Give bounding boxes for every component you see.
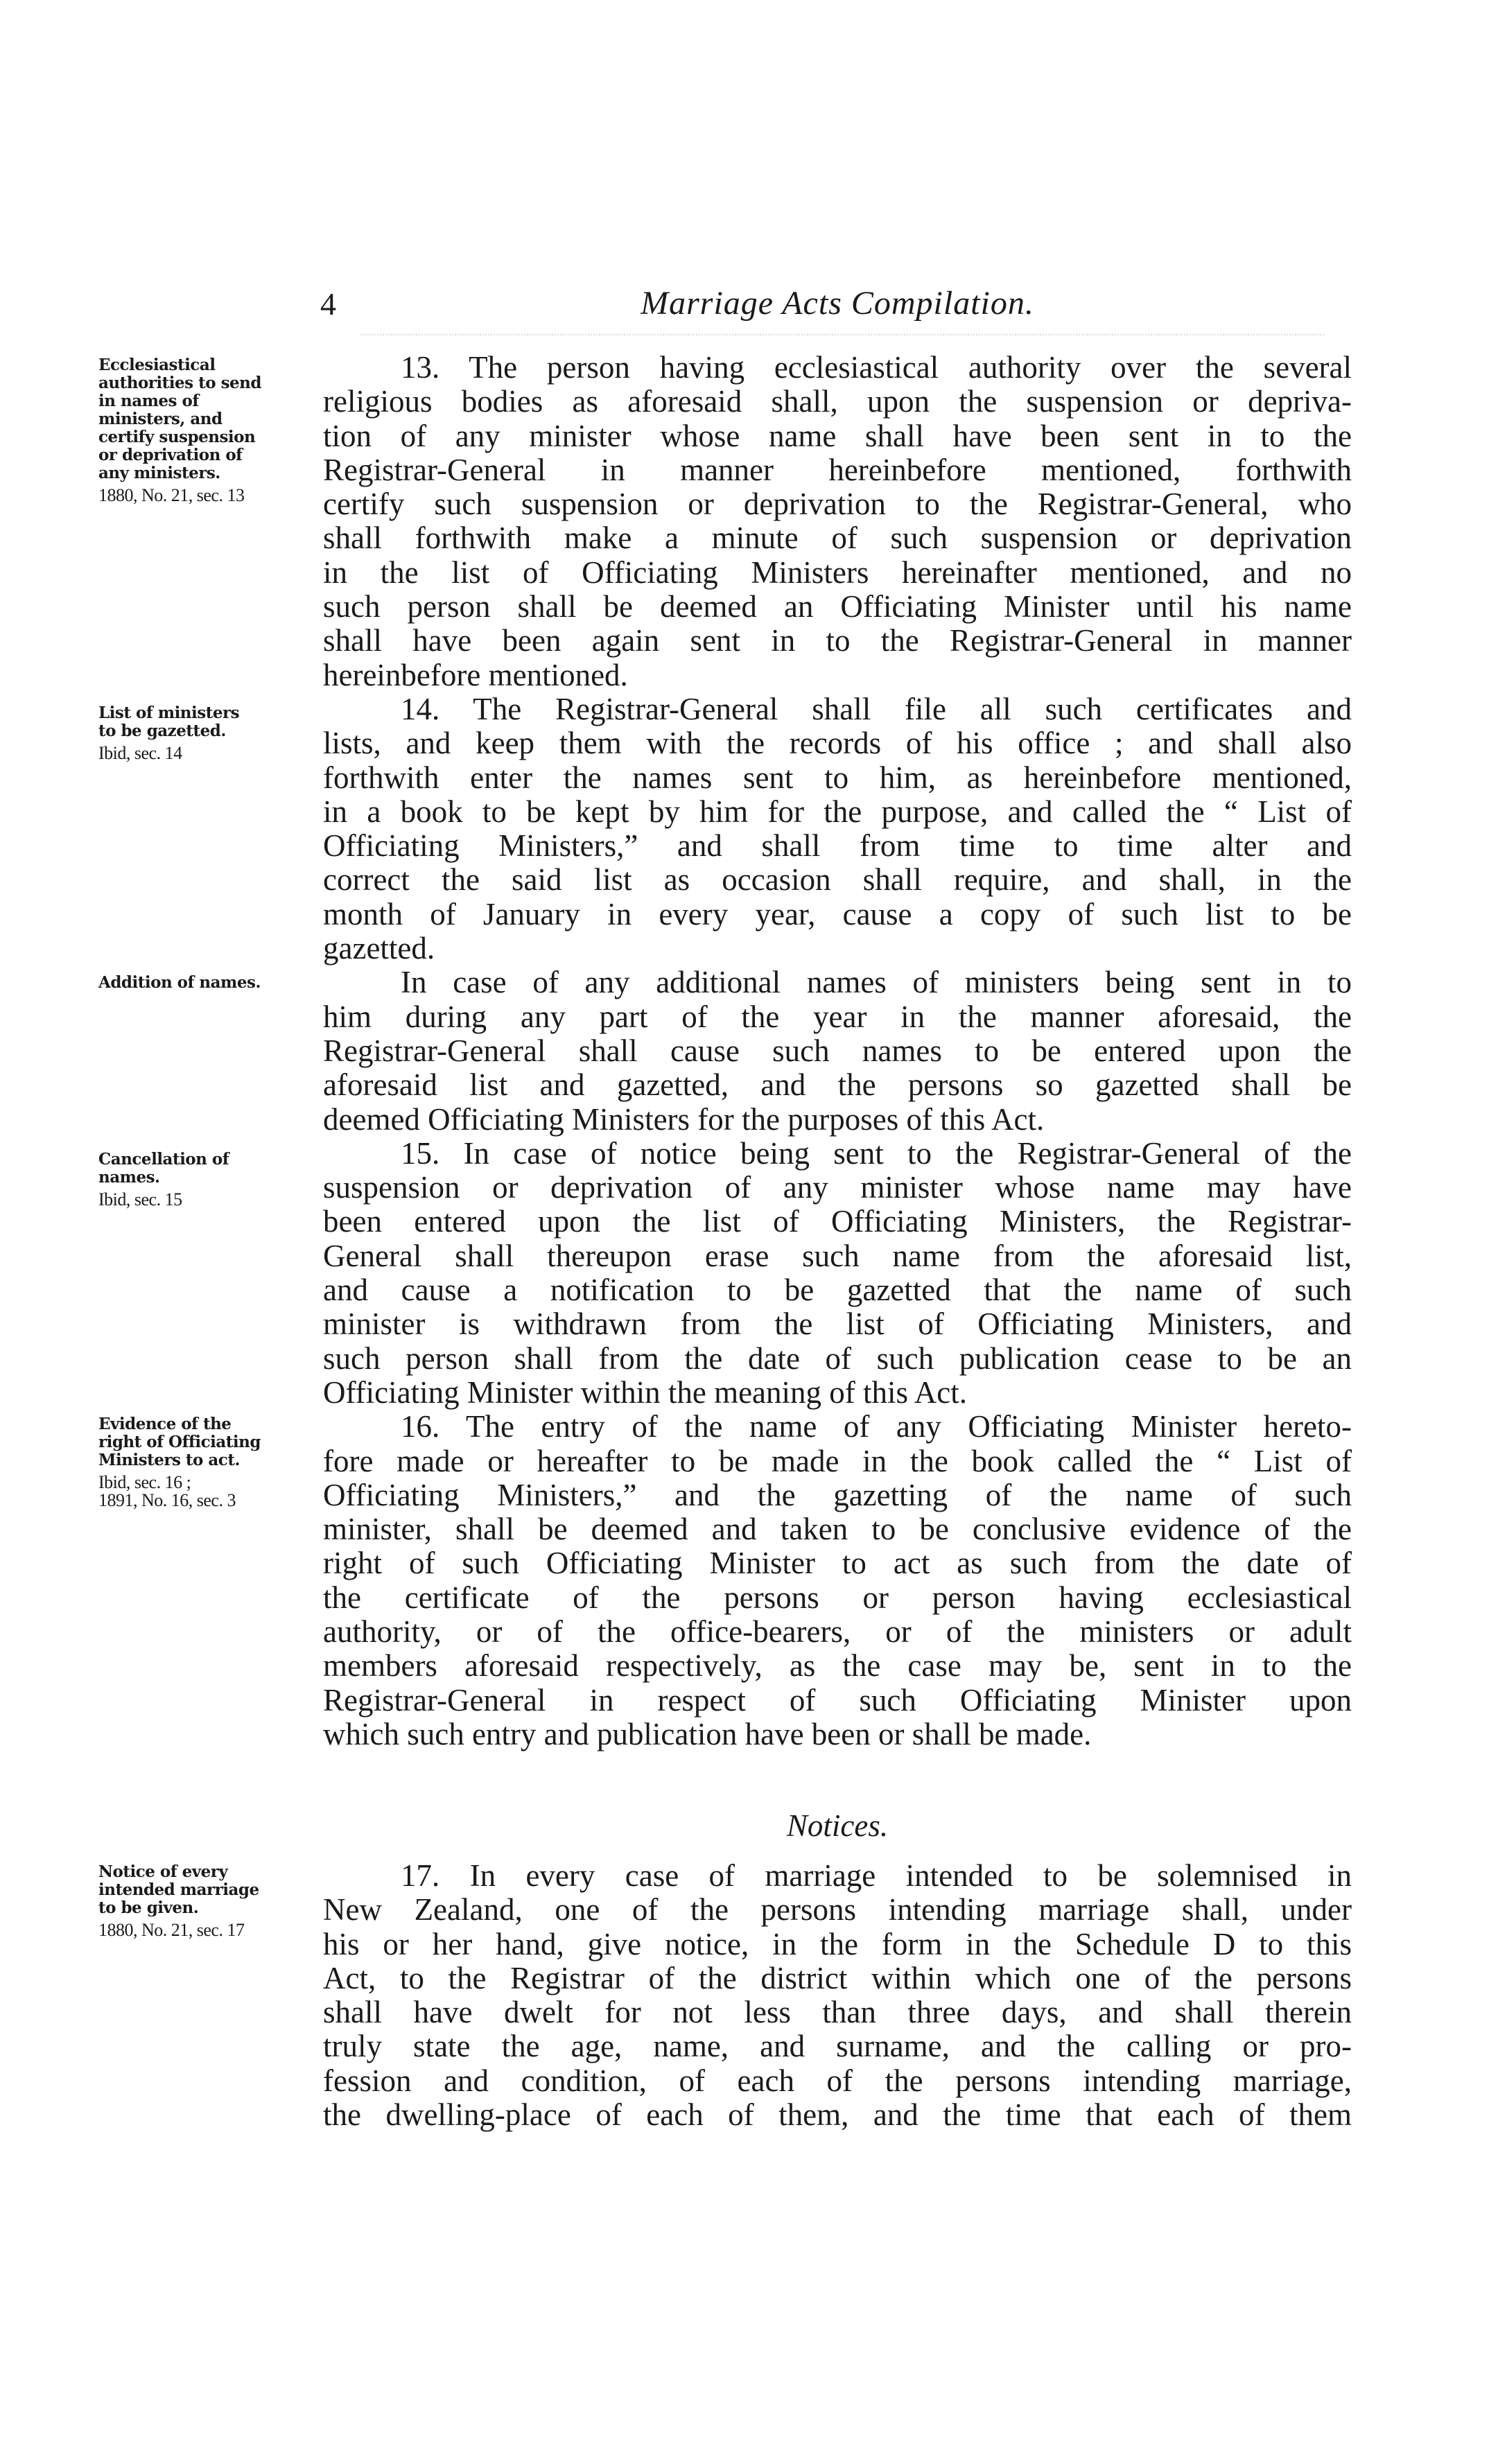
text-line: such person shall be deemed an Officiating Minister until his name: [323, 589, 1352, 624]
text-line: suspension or deprivation of any minister whose name may have: [323, 1170, 1352, 1205]
text-line: lists, and keep them with the records of his office ; and shall also: [323, 726, 1352, 761]
margin-note-title-line: Evidence of the: [98, 1415, 232, 1433]
text-line: 17. In every case of marriage intended to be solemnised in: [401, 1858, 1352, 1893]
margin-note-title-line: Ministers to act.: [98, 1451, 240, 1469]
text-line: minister is withdrawn from the list of Officiating Ministers, and: [323, 1307, 1352, 1342]
text-line: the dwelling-place of each of them, and the time that each of them: [323, 2097, 1352, 2133]
margin-note-citation: Ibid, sec. 15: [98, 1189, 182, 1209]
text-line: month of January in every year, cause a copy of such list to be: [323, 896, 1352, 932]
margin-note-title-line: Notice of every: [98, 1862, 228, 1881]
page-number: 4: [320, 286, 336, 322]
margin-note-title-line: in names of: [98, 392, 199, 410]
margin-note-title-line: right of Officiating: [98, 1433, 261, 1451]
text-line: Officiating Minister within the meaning of this Act.: [323, 1374, 968, 1410]
text-line: and cause a notification to be gazetted that the name of such: [323, 1273, 1352, 1308]
text-line: members aforesaid respectively, as the case may be, sent in to the: [323, 1648, 1352, 1684]
text-line: shall have dwelt for not less than three days, and shall therein: [323, 1995, 1352, 2030]
margin-note: [98, 704, 320, 762]
margin-note-title-line: any ministers.: [98, 464, 220, 482]
paragraph: [323, 351, 1352, 692]
text-line: shall forthwith make a minute of such suspension or deprivation: [323, 521, 1352, 556]
text-line: 14. The Registrar-General shall file all such certificates and: [401, 691, 1352, 726]
paragraph: [323, 1137, 1352, 1410]
text-line: gazetted.: [323, 931, 435, 966]
margin-note: [98, 356, 320, 505]
margin-note-title-line: authorities to send: [98, 374, 261, 392]
text-line: tion of any minister whose name shall have been sent in to the: [323, 418, 1352, 453]
margin-note: [98, 1863, 320, 1939]
text-line: in the list of Officiating Ministers hereinafter mentioned, and no: [323, 554, 1352, 590]
margin-note-title-line: or deprivation of: [98, 446, 243, 464]
section-heading: Notices.: [786, 1808, 889, 1843]
margin-note: [98, 974, 320, 992]
margin-note-title-line: to be gazetted.: [98, 722, 226, 740]
text-line: hereinbefore mentioned.: [323, 657, 628, 692]
text-line: 16. The entry of the name of any Officiating Minister hereto-: [401, 1409, 1352, 1444]
margin-note-citation: 1880, No. 21, sec. 13: [98, 485, 245, 505]
running-title: Marriage Acts Compilation.: [641, 285, 1034, 322]
text-line: religious bodies as aforesaid shall, upon the suspension or depriva-: [323, 384, 1352, 419]
paragraph: [323, 965, 1352, 1136]
text-line: fore made or hereafter to be made in the book called the “ List of: [323, 1443, 1352, 1478]
text-line: in a book to be kept by him for the purpose, and called the “ List of: [323, 794, 1352, 829]
paragraph: [323, 1859, 1352, 2132]
margin-note-title-line: ministers, and: [98, 410, 223, 428]
margin-note-citation: Ibid, sec. 14: [98, 743, 182, 763]
text-line: minister, shall be deemed and taken to be conclusive evidence of the: [323, 1512, 1352, 1547]
text-line: Officiating Ministers,” and shall from time to time alter and: [323, 828, 1352, 864]
text-line: deemed Officiating Ministers for the purposes of this Act.: [323, 1101, 1045, 1137]
margin-note-title-line: intended marriage: [98, 1880, 259, 1899]
margin-note-title-line: certify suspension: [98, 428, 256, 446]
margin-note-title-line: Ecclesiastical: [98, 356, 216, 374]
text-line: New Zealand, one of the persons intending marriage shall, under: [323, 1892, 1352, 1928]
text-line: correct the said list as occasion shall require, and shall, in the: [323, 862, 1352, 898]
margin-note-citation: 1880, No. 21, sec. 17: [98, 1920, 245, 1940]
text-line: In case of any additional names of ministers being sent in to: [401, 965, 1352, 1000]
text-line: truly state the age, name, and surname, and the calling or pro-: [323, 2029, 1352, 2064]
text-line: been entered upon the list of Officiating Ministers, the Registrar-: [323, 1204, 1352, 1239]
margin-note: [98, 1415, 320, 1510]
margin-note-citation: 1891, No. 16, sec. 3: [98, 1490, 236, 1510]
text-line: Officiating Ministers,” and the gazetting of the name of such: [323, 1477, 1352, 1512]
text-line: Registrar-General shall cause such names to be entered upon the: [323, 1033, 1352, 1068]
text-line: shall have been again sent in to the Registrar-General in manner: [323, 623, 1352, 658]
header-rule: [360, 334, 1324, 335]
margin-note: [98, 1151, 320, 1209]
text-line: certify such suspension or deprivation to the Registrar-General, who: [323, 487, 1352, 522]
text-line: the certificate of the persons or person having ecclesiastical: [323, 1580, 1352, 1615]
paragraph: [323, 1410, 1352, 1751]
margin-note-title-line: List of ministers: [98, 704, 240, 722]
text-line: authority, or of the office-bearers, or of the ministers or adult: [323, 1614, 1352, 1649]
text-line: which such entry and publication have been or shall be made.: [323, 1716, 1092, 1751]
body-text: [323, 351, 1352, 1751]
margin-note-title-line: to be given.: [98, 1898, 199, 1917]
text-line: his or her hand, give notice, in the form in the Schedule D to this: [323, 1926, 1352, 1961]
margin-note-title-line: names.: [98, 1168, 160, 1187]
text-line: right of such Officiating Minister to act as such from the date of: [323, 1546, 1352, 1581]
margin-note-title-line: Cancellation of: [98, 1150, 229, 1169]
text-line: Registrar-General in manner hereinbefore mentioned, forthwith: [323, 452, 1352, 487]
text-line: General shall thereupon erase such name from the aforesaid list,: [323, 1238, 1352, 1273]
text-line: fession and condition, of each of the persons intending marriage,: [323, 2063, 1352, 2098]
text-line: Registrar-General in respect of such Officiating Minister upon: [323, 1682, 1352, 1718]
text-line: aforesaid list and gazetted, and the persons so gazetted shall be: [323, 1067, 1352, 1103]
paragraph: [323, 692, 1352, 965]
text-line: 13. The person having ecclesiastical authority over the several: [401, 350, 1352, 385]
body-text-continued: [323, 1859, 1352, 2132]
margin-note-citation: Ibid, sec. 16 ;: [98, 1472, 191, 1492]
text-line: 15. In case of notice being sent to the Registrar-General of the: [401, 1135, 1352, 1171]
text-line: such person shall from the date of such publication cease to be an: [323, 1340, 1352, 1376]
text-line: forthwith enter the names sent to him, as hereinbefore mentioned,: [323, 760, 1352, 795]
margin-note-title-line: Addition of names.: [98, 973, 261, 992]
text-line: Act, to the Registrar of the district within which one of the persons: [323, 1960, 1352, 1995]
text-line: him during any part of the year in the manner aforesaid, the: [323, 999, 1352, 1034]
